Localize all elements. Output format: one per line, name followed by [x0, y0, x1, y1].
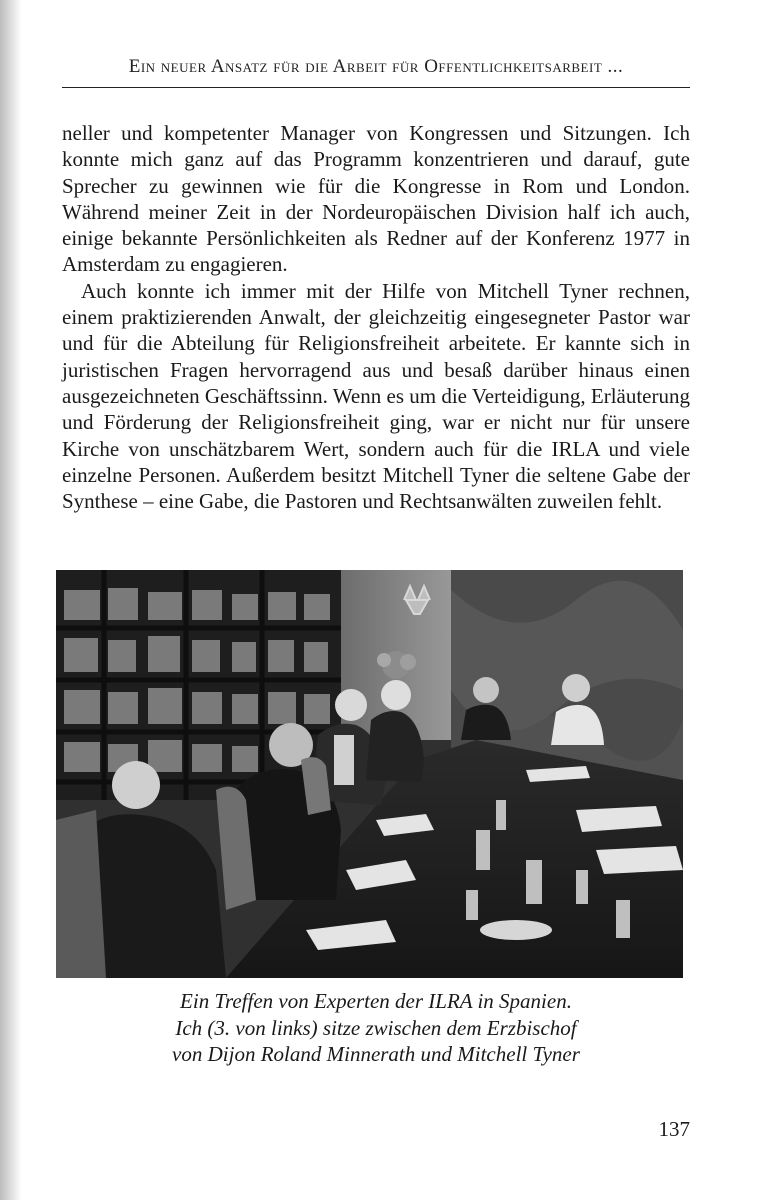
running-head: Ein neuer Ansatz für die Arbeit für Offentlichkeitsarbeit ...	[128, 56, 624, 77]
paragraph: Auch konnte ich immer mit der Hilfe von Mitchell Tyner rechnen, einem praktizierenden Anwalt, der gleichzeitig eingesegneter Pastor war und für die Abteilung für Religionsfreiheit arbeitete. Er kannte sich in juristischen Fragen hervorragend aus und besaß darüber hinaus einen ausgezeichneten Geschäftssinn. Wenn es um die Verteidigung, Erläuterung und Förderung der Religionsfreiheit ging, war er nicht nur für unsere Kirche von unschätzbarem Wert, sondern auch für die IRLA und viele einzelne Personen. Außerdem besitzt Mitchell Tyner die seltene Gabe der Synthese – eine Gabe, die Pastoren und Rechtsanwälten zuweilen fehlt.	[62, 278, 690, 514]
meeting-photo	[56, 570, 683, 978]
caption-line: Ich (3. von links) sitze zwischen dem Erzbischof	[175, 1015, 577, 1040]
page-gutter-shadow	[0, 0, 22, 1200]
body-text	[62, 120, 690, 514]
figure-caption	[62, 988, 690, 1068]
caption-line: Ein Treffen von Experten der ILRA in Spanien.	[180, 989, 572, 1013]
header-rule	[62, 87, 690, 88]
caption-line: von Dijon Roland Minnerath und Mitchell Tyner	[172, 1042, 580, 1066]
meeting-photo-illustration	[56, 570, 683, 978]
page-number: 137	[658, 1117, 690, 1141]
paragraph: neller und kompetenter Manager von Kongressen und Sitzungen. Ich konnte mich ganz auf das Programm konzentrieren und darauf, gute Sprecher zu gewinnen wie für die Kongresse in Rom und London. Während meiner Zeit in der Nordeuropäischen Division half ich auch, einige bekannte Persönlichkeiten als Redner auf der Konferenz 1977 in Amsterdam zu engagieren.	[62, 121, 690, 277]
